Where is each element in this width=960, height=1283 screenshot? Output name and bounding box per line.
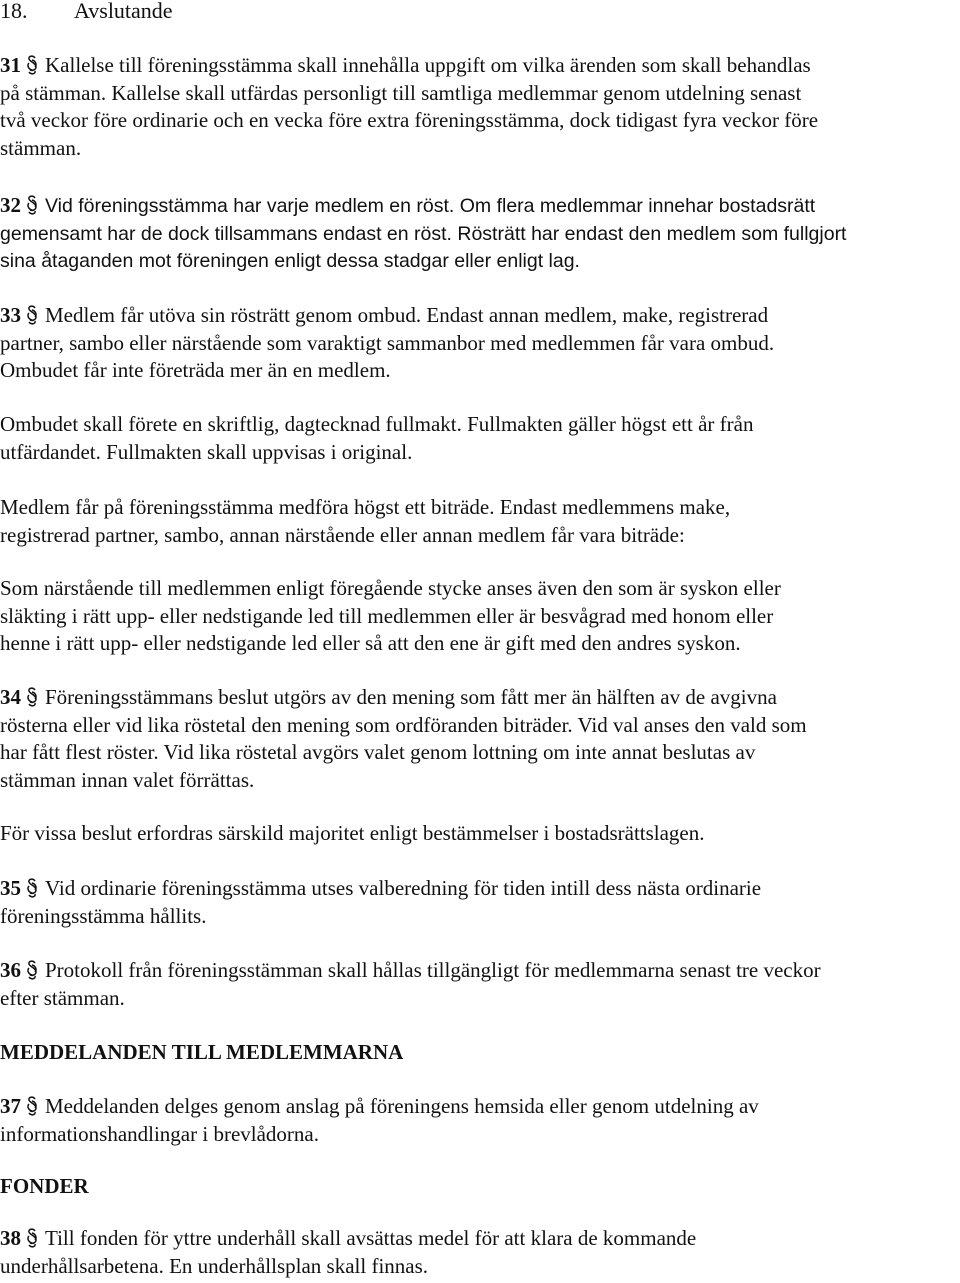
text-line: registrerad partner, sambo, annan närstående eller annan medlem får vara biträde: xyxy=(0,522,685,547)
text-line: två veckor före ordinarie och en vecka före extra föreningsstämma, dock tidigast fyra veckor före xyxy=(0,108,819,132)
text-line: underhållsarbetena. En underhållsplan skall finnas. xyxy=(0,1253,429,1278)
paragraph-fullmakt xyxy=(0,411,958,466)
text-line: på stämman. Kallelse skall utfärdas personligt till samtliga medlemmar genom utdelning senast xyxy=(0,80,802,105)
text-line: Protokoll från föreningsstämman skall hållas tillgängligt för medlemmarna senast tre veckor xyxy=(45,958,821,982)
section-heading-fonder: FONDER xyxy=(0,1174,89,1198)
text-line: informationshandlingar i brevlådorna. xyxy=(0,1121,319,1146)
text-line: har fått flest röster. Vid lika röstetal avgörs valet genom lottning om inte annat beslutas av xyxy=(0,740,756,764)
text-line: Föreningsstämmans beslut utgörs av den mening som fått mer än hälften av de avgivna xyxy=(45,685,777,709)
section-number: 35 xyxy=(0,876,21,900)
text-line: Kallelse till föreningsstämma skall innehålla uppgift om vilka ärenden som skall behandlas xyxy=(45,53,811,77)
text-line: Medlem får utöva sin rösträtt genom ombud. Endast annan medlem, make, registrerad xyxy=(45,303,769,327)
section-sign-icon xyxy=(22,958,42,982)
paragraph-bitrade xyxy=(0,494,958,549)
section-heading-meddelanden: MEDDELANDEN TILL MEDLEMMARNA xyxy=(0,1040,404,1064)
text-line: stämman. xyxy=(0,135,82,160)
text-line: henne i rätt upp- eller nedstigande led eller så att den ene är gift med den andres syskon. xyxy=(0,631,741,655)
section-number: 32 xyxy=(0,193,21,217)
text-line: partner, sambo eller närstående som varaktigt sammanbor med medlemmen får vara ombud. xyxy=(0,330,775,355)
section-number: 31 xyxy=(0,53,21,77)
paragraph-37 xyxy=(0,1093,958,1148)
text-line: Medlem får på föreningsstämma medföra högst ett biträde. Endast medlemmens make, xyxy=(0,495,731,519)
text-line: Vid föreningsstämma har varje medlem en röst. Om flera medlemmar innehar bostadsrätt xyxy=(45,195,816,217)
text-line: gemensamt har de dock tillsammans endast en röst. Rösträtt har endast den medlem som fullgjort xyxy=(0,222,847,245)
text-line: Som närstående till medlemmen enligt föregående stycke anses även den som är syskon eller xyxy=(0,576,781,600)
text-line: stämman innan valet förrättas. xyxy=(0,767,255,792)
text-line: Ombudet får inte företräda mer än en medlem. xyxy=(0,358,391,382)
paragraph-36 xyxy=(0,957,958,1012)
text-line: Vid ordinarie föreningsstämma utses valberedning för tiden intill dess nästa ordinarie xyxy=(45,876,762,900)
text-line: efter stämman. xyxy=(0,985,125,1010)
section-sign-icon xyxy=(22,193,42,217)
text-line: Till fonden för yttre underhåll skall avsättas medel för att klara de kommande xyxy=(45,1226,697,1250)
section-sign-icon xyxy=(22,876,42,900)
section-number: 33 xyxy=(0,303,21,327)
section-sign-icon xyxy=(22,53,42,77)
chapter-number: 18. xyxy=(0,0,28,23)
section-sign-icon xyxy=(22,303,42,327)
section-sign-icon xyxy=(22,685,42,709)
text-line: släkting i rätt upp- eller nedstigande led till medlemmen eller är besvågrad med honom eller xyxy=(0,603,774,628)
paragraph-narstaende xyxy=(0,575,958,658)
text-line: Ombudet skall förete en skriftlig, dagtecknad fullmakt. Fullmakten gäller högst ett år från xyxy=(0,412,754,436)
section-number: 37 xyxy=(0,1094,21,1118)
text-line: Meddelanden delges genom anslag på föreningens hemsida eller genom utdelning av xyxy=(45,1094,759,1118)
paragraph-31 xyxy=(0,52,958,162)
section-sign-icon xyxy=(22,1094,42,1118)
paragraph-34 xyxy=(0,684,958,794)
text-line: föreningsstämma hållits. xyxy=(0,903,207,928)
paragraph-35 xyxy=(0,875,958,930)
paragraph-38 xyxy=(0,1225,958,1280)
text-line: utfärdandet. Fullmakten skall uppvisas i original. xyxy=(0,439,413,464)
chapter-heading xyxy=(0,0,173,25)
chapter-title: Avslutande xyxy=(74,0,173,23)
paragraph-33 xyxy=(0,302,958,385)
section-number: 38 xyxy=(0,1226,21,1250)
text-line: sina åtaganden mot föreningen enligt dessa stadgar eller enligt lag. xyxy=(0,250,580,272)
paragraph-majoritet xyxy=(0,820,958,848)
section-sign-icon xyxy=(22,1226,42,1250)
section-number: 36 xyxy=(0,958,21,982)
paragraph-32 xyxy=(0,192,958,276)
section-number: 34 xyxy=(0,685,21,709)
text-line: För vissa beslut erfordras särskild majoritet enligt bestämmelser i bostadsrättslagen. xyxy=(0,821,705,845)
text-line: rösterna eller vid lika röstetal den mening som ordföranden biträder. Vid val anses den vald som xyxy=(0,712,807,737)
